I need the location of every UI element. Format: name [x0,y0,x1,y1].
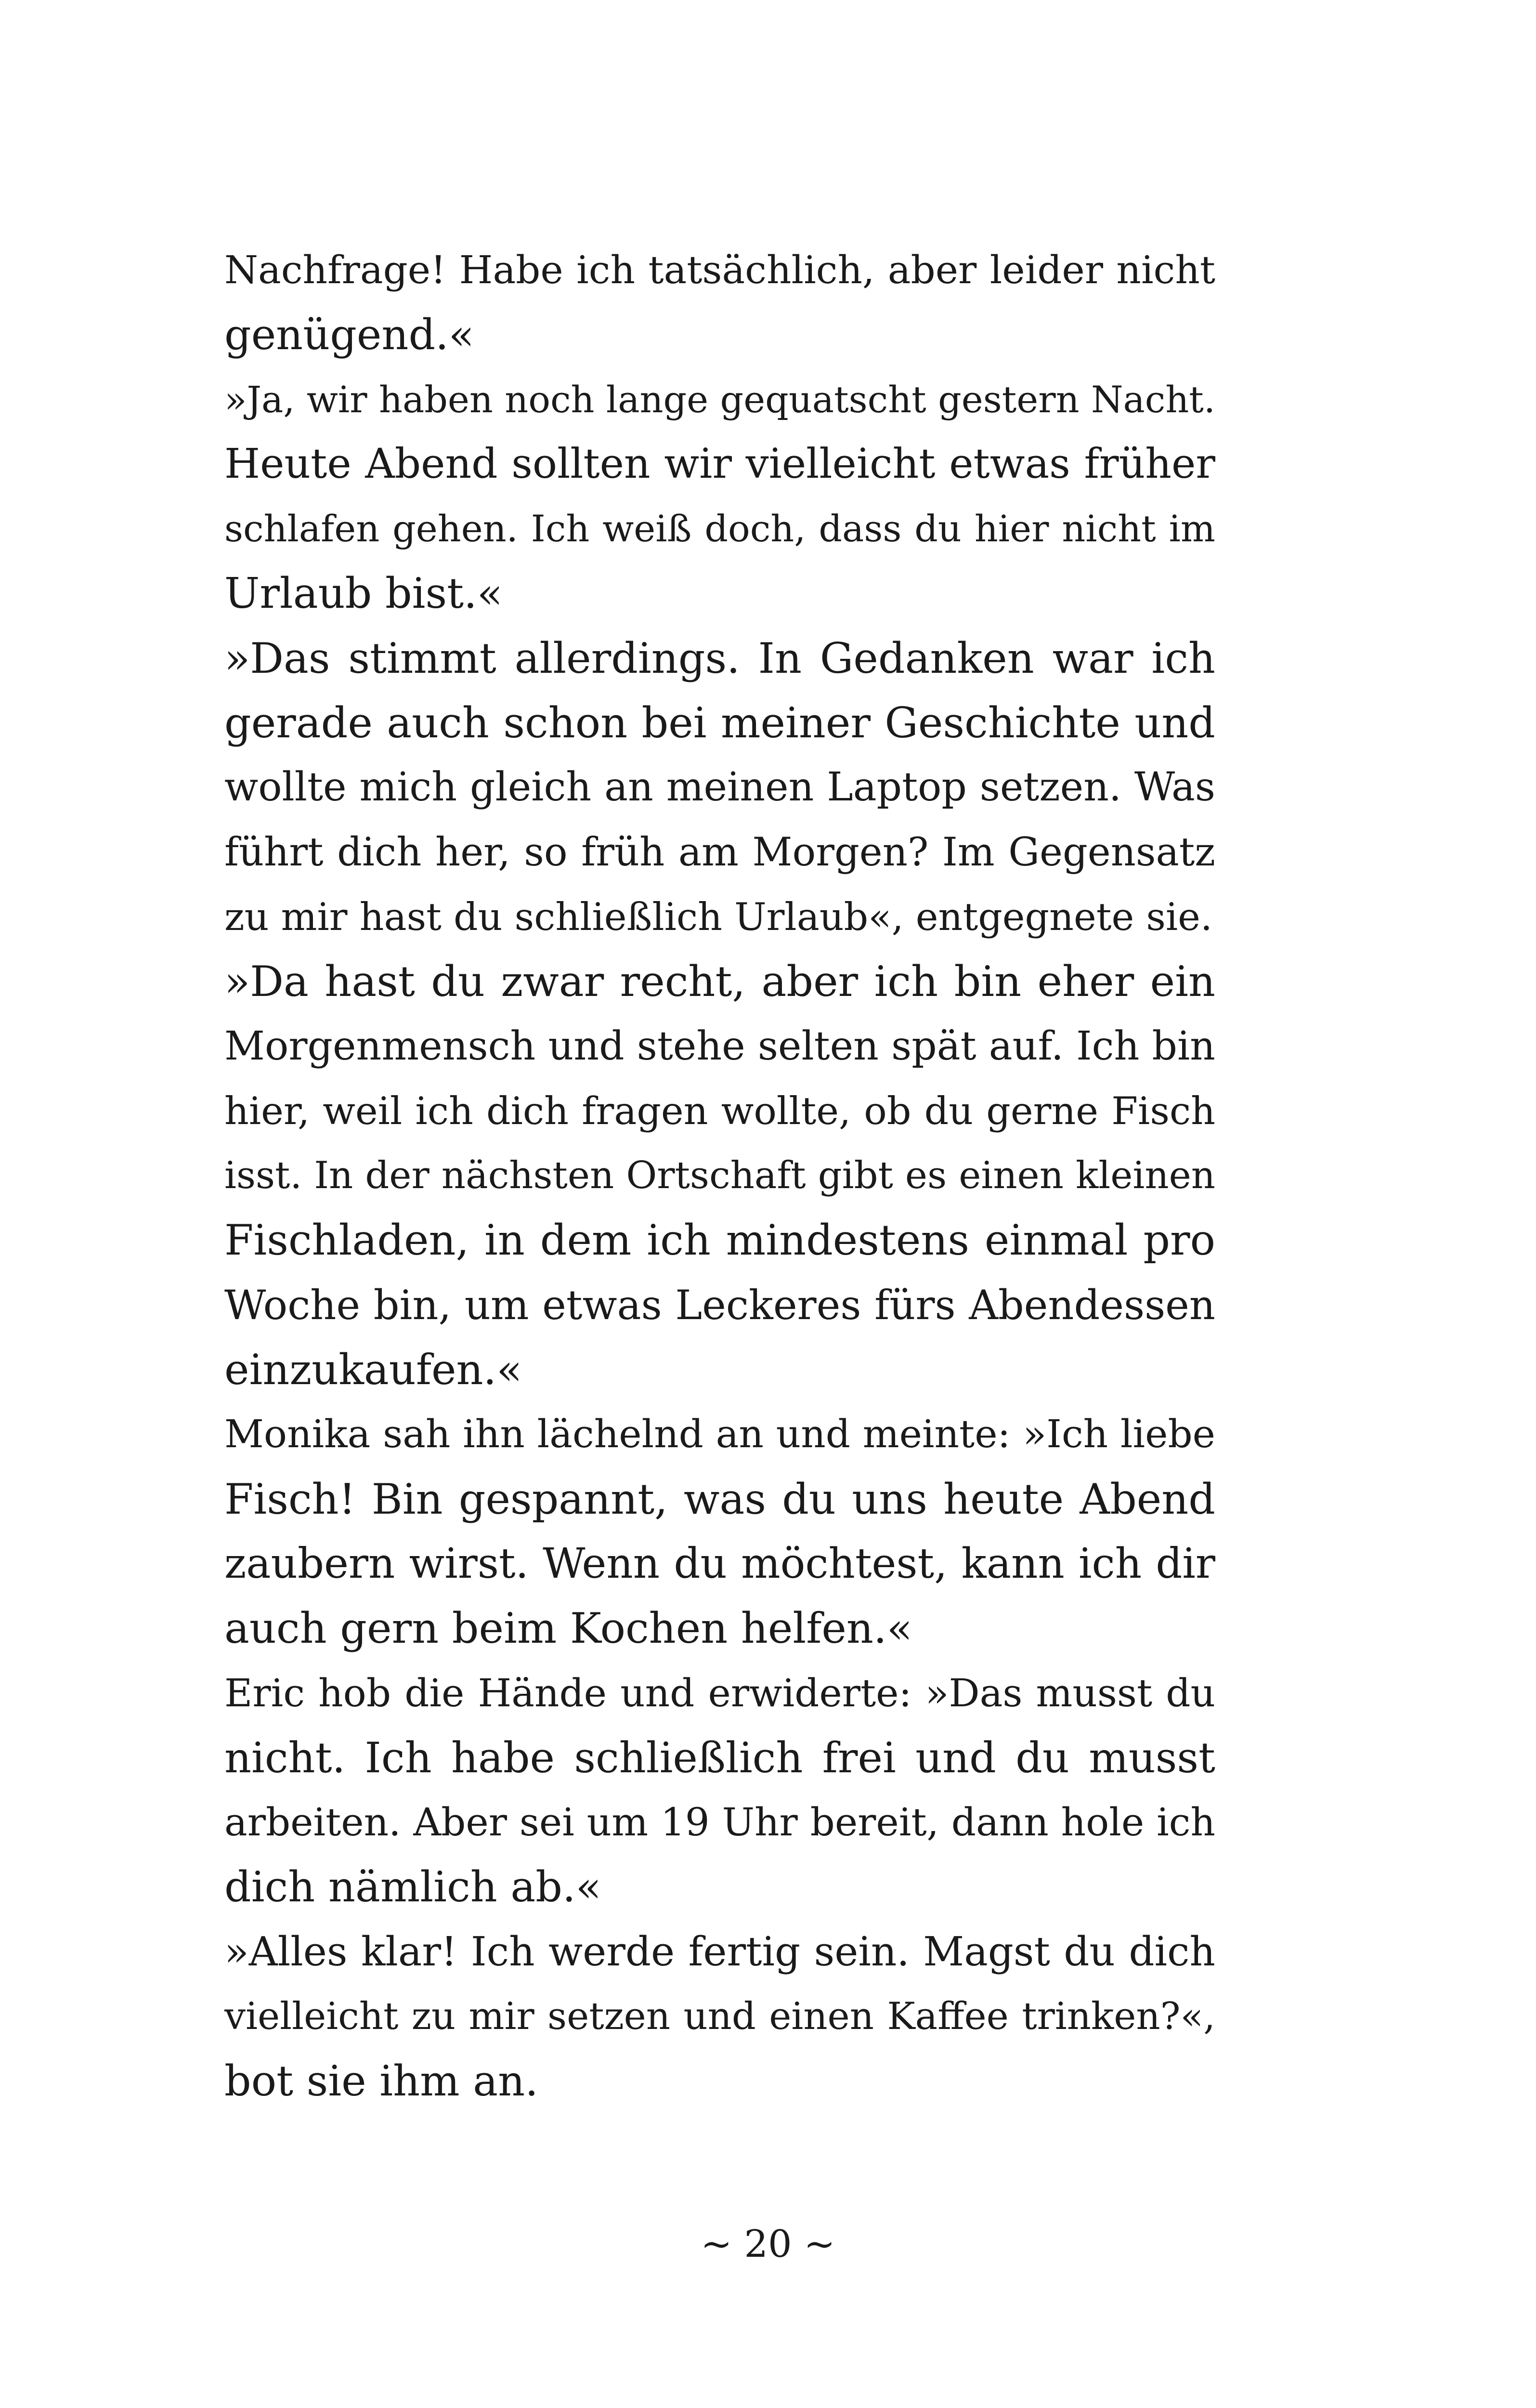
text-line: Morgenmensch und stehe selten spät auf. Ich bin [224,1023,1215,1069]
text-line: vielleicht zu mir setzen und einen Kaffee trinken?«, [224,1995,1215,2039]
text-line: hier, weil ich dich fragen wollte, ob du gerne Fisch [224,1088,1215,1133]
page-number: ~ 20 ~ [701,2223,835,2266]
text-line: Urlaub bist.« [224,569,503,618]
text-line: dich nämlich ab.« [224,1862,601,1912]
text-line: Heute Abend sollten wir vielleicht etwas früher [224,440,1215,488]
text-line: schlafen gehen. Ich weiß doch, dass du hier nicht im [224,507,1215,550]
text-line: Monika sah ihn lächelnd an und meinte: »Ich liebe [224,1412,1215,1457]
text-line: bot sie ihm an. [224,2056,538,2106]
text-line: »Alles klar! Ich werde fertig sein. Magst du dich [224,1928,1215,1975]
text-line: »Das stimmt allerdings. In Gedanken war ich [224,633,1215,683]
text-line: Nachfrage! Habe ich tatsächlich, aber leider nicht [224,248,1215,292]
text-line: Woche bin, um etwas Leckeres fürs Abendessen [224,1281,1215,1329]
text-line: zu mir hast du schließlich Urlaub«, entgegnete sie. [224,894,1212,939]
text-line: nicht. Ich habe schließlich frei und du musst [224,1733,1215,1782]
text-line: isst. In der nächsten Ortschaft gibt es einen kleinen [224,1154,1215,1198]
text-line: genügend.« [224,310,475,360]
text-line: zaubern wirst. Wenn du möchtest, kann ich dir [224,1539,1215,1588]
text-line: gerade auch schon bei meiner Geschichte und [224,698,1215,748]
body-text [224,238,1215,2114]
text-line: einzukaufen.« [224,1345,522,1395]
text-line: Fisch! Bin gespannt, was du uns heute Abend [224,1474,1215,1524]
text-line: »Ja, wir haben noch lange gequatscht gestern Nacht. [224,378,1215,421]
text-line: auch gern beim Kochen helfen.« [224,1604,912,1653]
text-line: führt dich her, so früh am Morgen? Im Gegensatz [224,829,1215,875]
text-line: Eric hob die Hände und erwiderte: »Das musst du [224,1670,1215,1715]
text-line: arbeiten. Aber sei um 19 Uhr bereit, dann hole ich [224,1800,1215,1845]
text-line: »Da hast du zwar recht, aber ich bin eher ein [224,957,1215,1007]
text-line: Fischladen, in dem ich mindestens einmal pro [224,1216,1215,1265]
text-line: wollte mich gleich an meinen Laptop setzen. Was [224,764,1215,811]
